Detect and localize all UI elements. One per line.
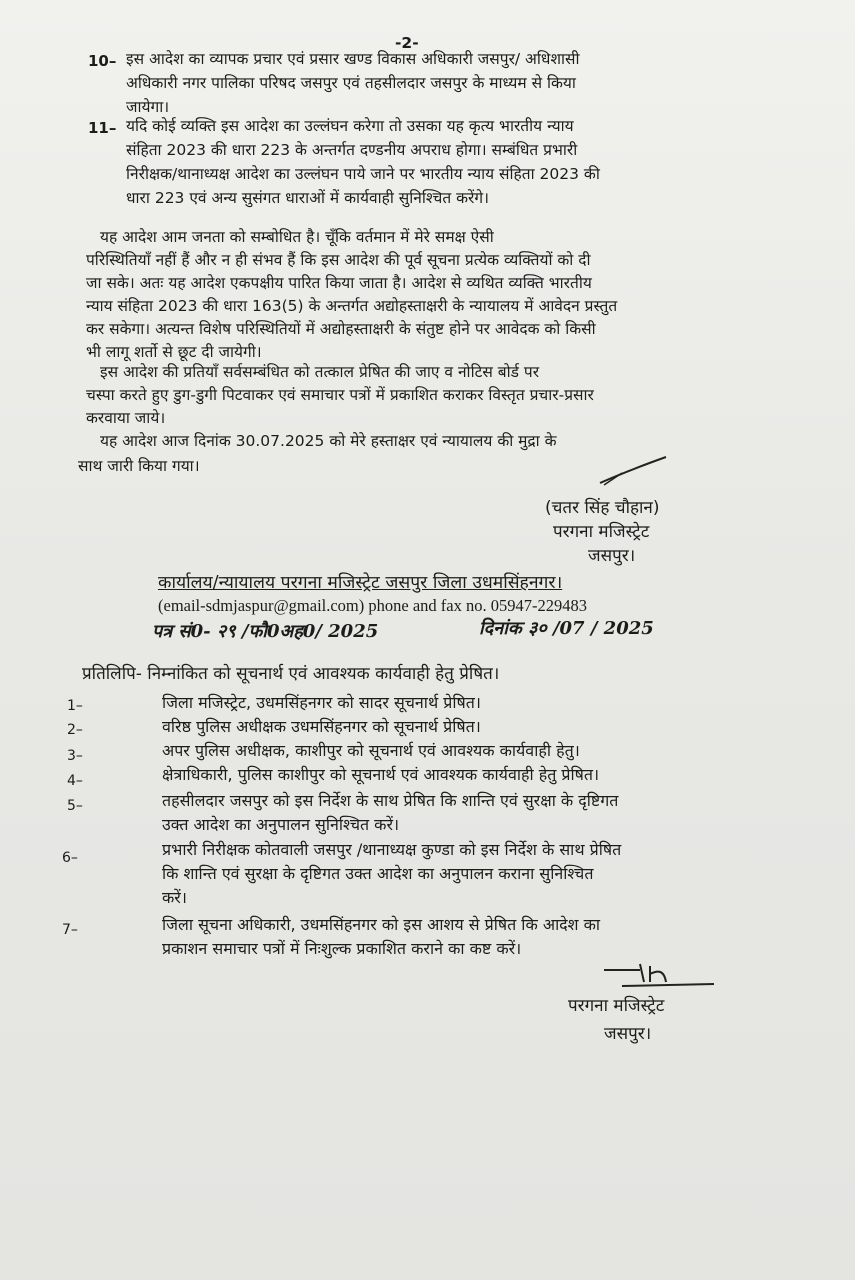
signatory-name: (चतर सिंह चौहान) [545,498,660,518]
copy-item-line: वरिष्ठ पुलिस अधीक्षक उधमसिंहनगर को सूचनार्थ प्रेषित। [162,717,481,736]
copy-item-line: उक्त आदेश का अनुपालन सुनिश्चित करें। [162,815,400,834]
body-line: करवाया जाये। [86,409,166,427]
point-line: जायेगा। [126,98,170,116]
copy-item-line: करें। [162,888,187,907]
office-contact: (email-sdmjaspur@gmail.com) phone and fax no. 05947-229483 [158,596,587,615]
copy-item-number: 4– [67,773,83,789]
body-line: कर सकेगा। अत्यन्त विशेष परिस्थितियों में अद्योहस्ताक्षरी के संतुष्ट होने पर आवेदक को किसी [86,320,596,338]
copy-to-heading: प्रतिलिपि- निम्नांकित को सूचनार्थ एवं आवश्यक कार्यवाही हेतु प्रेषित। [82,664,500,684]
final-signatory-designation: परगना मजिस्ट्रेट [568,996,665,1016]
copy-item-line: तहसीलदार जसपुर को इस निर्देश के साथ प्रेषित कि शान्ति एवं सुरक्षा के दृष्टिगत [162,791,619,810]
point-line: निरीक्षक/थानाध्यक्ष आदेश का उल्लंघन पाये जाने पर भारतीय न्याय संहिता 2023 की [126,165,600,183]
point-line: यदि कोई व्यक्ति इस आदेश का उल्लंघन करेगा तो उसका यह कृत्य भारतीय न्याय [126,117,574,135]
copy-item-number: 7– [62,922,78,938]
letter-number: पत्र सं0- २९ /फौ0अह0/ 2025 [152,621,379,642]
page-number: -2- [395,34,419,52]
body-line: चस्पा करते हुए डुग-डुगी पिटवाकर एवं समाचार पत्रों में प्रकाशित कराकर विस्तृत प्रचार-प्रसार [86,386,594,404]
copy-item-number: 2– [67,722,83,738]
point-line: संहिता 2023 की धारा 223 के अन्तर्गत दण्डनीय अपराध होगा। सम्बंधित प्रभारी [126,141,578,159]
letter-date: दिनांक ३० /07 / 2025 [479,618,654,639]
body-line: यह आदेश आम जनता को सम्बोधित है। चूँकि वर्तमान में मेरे समक्ष ऐसी [100,228,494,246]
body-line: यह आदेश आज दिनांक 30.07.2025 को मेरे हस्ताक्षर एवं न्यायालय की मुद्रा के [100,432,557,450]
body-line: भी लागू शर्तो से छूट दी जायेगी। [86,343,262,361]
copy-item-line: क्षेत्राधिकारी, पुलिस काशीपुर को सूचनार्थ एवं आवश्यक कार्यवाही हेतु प्रेषित। [162,765,600,784]
signatory-place: जसपुर। [588,546,636,566]
signatory-designation: परगना मजिस्ट्रेट [553,522,650,542]
body-line: न्याय संहिता 2023 की धारा 163(5) के अन्तर्गत अद्योहस्ताक्षरी के न्यायालय में आवेदन प्रस्तुत [86,297,618,315]
copy-item-line: जिला मजिस्ट्रेट, उधमसिंहनगर को सादर सूचनार्थ प्रेषित। [162,693,481,712]
copy-item-line: कि शान्ति एवं सुरक्षा के दृष्टिगत उक्त आदेश का अनुपालन कराना सुनिश्चित [162,864,594,883]
copy-item-line: जिला सूचना अधिकारी, उधमसिंहनगर को इस आशय से प्रेषित कि आदेश का [162,915,601,934]
point-line: इस आदेश का व्यापक प्रचार एवं प्रसार खण्ड विकास अधिकारी जसपुर/ अधिशासी [126,50,580,68]
body-line: जा सके। अतः यह आदेश एकपक्षीय पारित किया जाता है। आदेश से व्यथित व्यक्ति भारतीय [86,274,592,292]
copy-item-line: अपर पुलिस अधीक्षक, काशीपुर को सूचनार्थ एवं आवश्यक कार्यवाही हेतु। [162,741,580,760]
copy-item-number: 6– [62,850,78,866]
copy-item-number: 5– [67,798,83,814]
signature-mark [598,455,670,487]
office-title: कार्यालय/न्यायालय परगना मजिस्ट्रेट जसपुर जिला उधमसिंहनगर। [158,573,563,593]
body-line: परिस्थितियाँ नहीं हैं और न ही संभव हैं कि इस आदेश की पूर्व सूचना प्रत्येक व्यक्तियों को दी [86,251,591,269]
copy-item-number: 3– [67,748,83,764]
copy-item-number: 1– [67,698,83,714]
point-line: अधिकारी नगर पालिका परिषद जसपुर एवं तहसीलदार जसपुर के माध्यम से किया [126,74,576,92]
copy-item-line: प्रभारी निरीक्षक कोतवाली जसपुर /थानाध्यक्ष कुण्डा को इस निर्देश के साथ प्रेषित [162,840,622,859]
body-line: साथ जारी किया गया। [78,457,200,475]
point-number: 10– [88,52,117,70]
final-signatory-place: जसपुर। [604,1024,652,1044]
point-line: धारा 223 एवं अन्य सुसंगत धाराओं में कार्यवाही सुनिश्चित करेंगे। [126,189,489,207]
final-signature-mark [602,960,717,992]
point-number: 11– [88,119,117,137]
body-line: इस आदेश की प्रतियाँ सर्वसम्बंधित को तत्काल प्रेषित की जाए व नोटिस बोर्ड पर [100,363,540,381]
copy-item-line: प्रकाशन समाचार पत्रों में निःशुल्क प्रकाशित कराने का कष्ट करें। [162,939,522,958]
